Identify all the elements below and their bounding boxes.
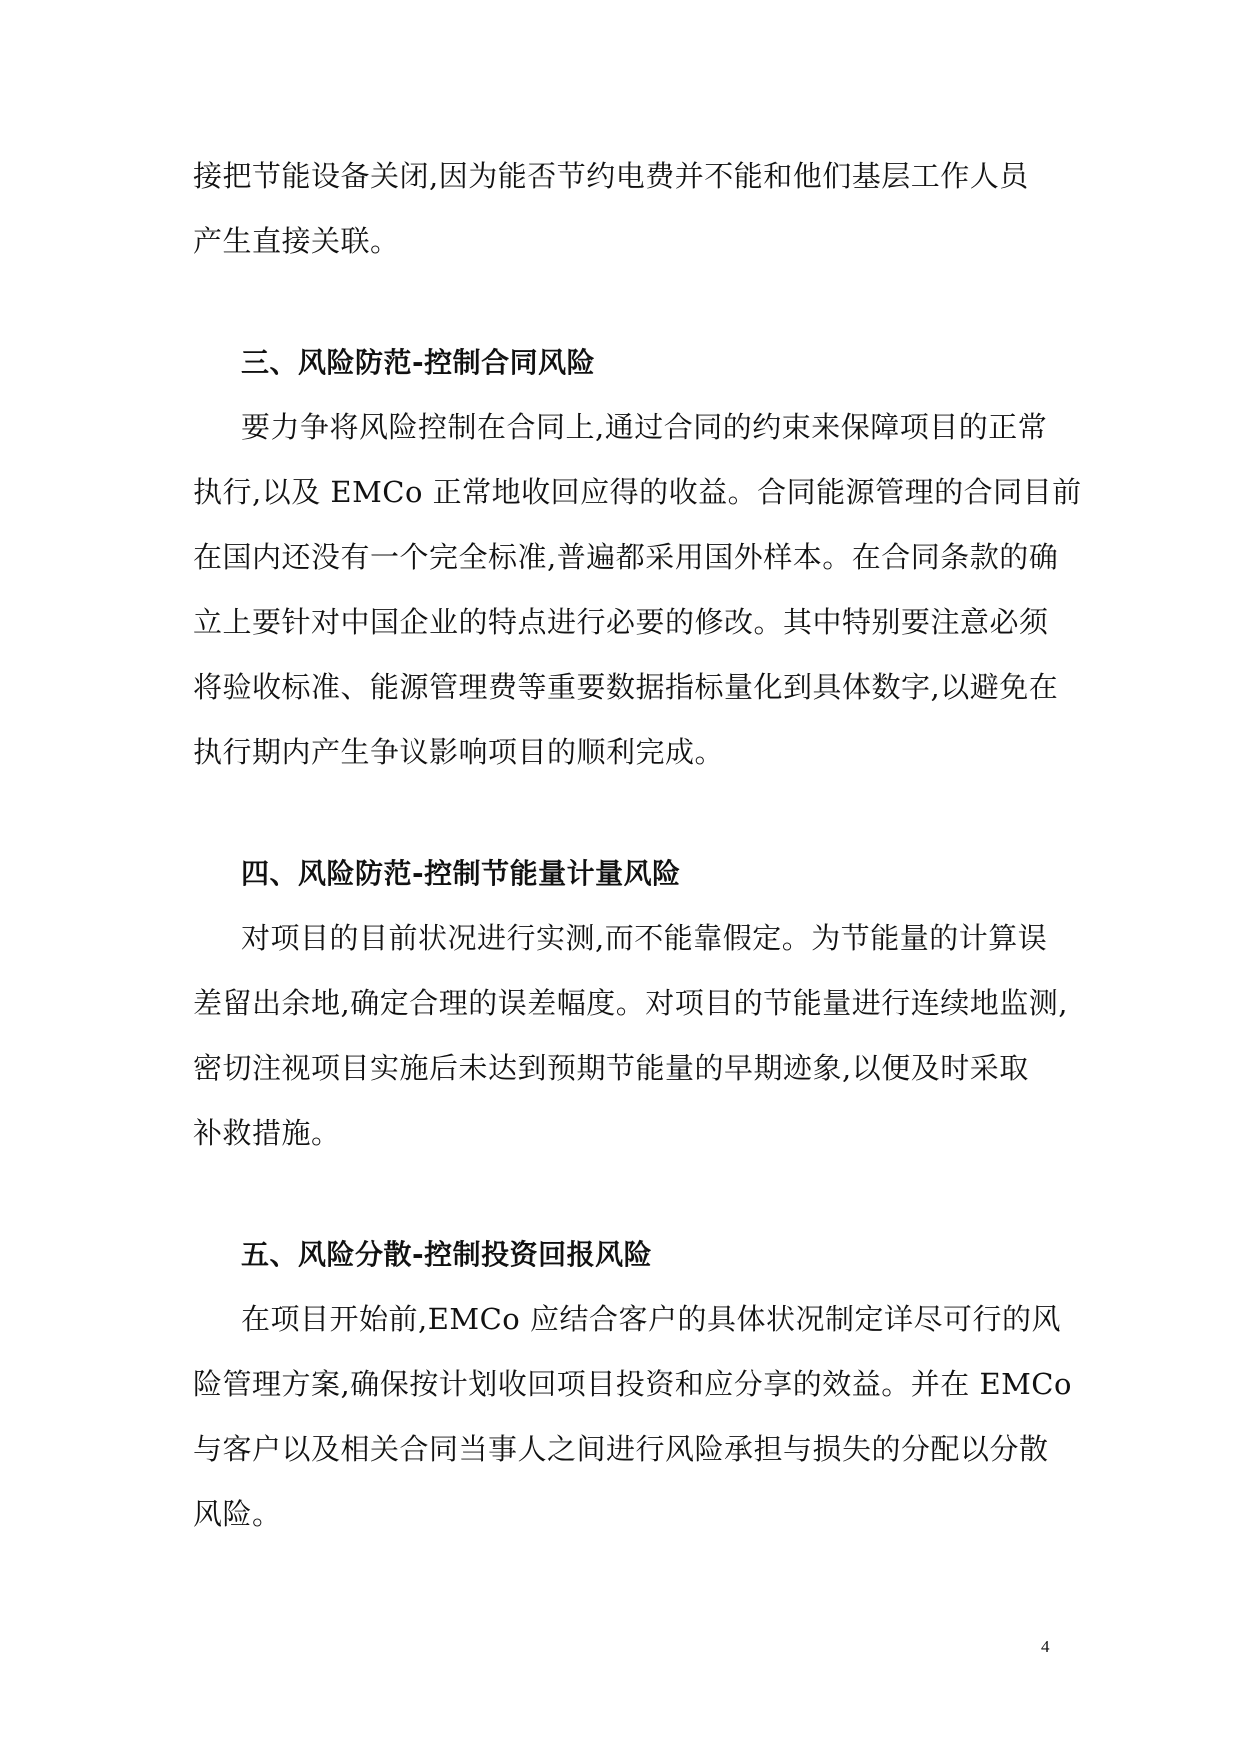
section-heading: 三、风险防范-控制合同风险 — [241, 346, 596, 379]
paragraph-line: 将验收标准、能源管理费等重要数据指标量化到具体数字,以避免在 — [193, 670, 1059, 704]
paragraph-line: 在项目开始前,EMCo 应结合客户的具体状况制定详尽可行的风 — [241, 1302, 1061, 1336]
paragraph-line: 在国内还没有一个完全标准,普遍都采用国外样本。在合同条款的确 — [193, 540, 1059, 574]
paragraph-line: 立上要针对中国企业的特点进行必要的修改。其中特别要注意必须 — [193, 605, 1049, 639]
paragraph-line: 差留出余地,确定合理的误差幅度。对项目的节能量进行连续地监测, — [193, 986, 1068, 1020]
paragraph-line: 密切注视项目实施后未达到预期节能量的早期迹象,以便及时采取 — [193, 1051, 1029, 1085]
paragraph-line: 执行,以及 EMCo 正常地收回应得的收益。合同能源管理的合同目前 — [193, 475, 1082, 509]
paragraph-line: 与客户以及相关合同当事人之间进行风险承担与损失的分配以分散 — [193, 1432, 1049, 1466]
paragraph-line: 补救措施。 — [193, 1116, 341, 1150]
paragraph-line: 对项目的目前状况进行实测,而不能靠假定。为节能量的计算误 — [241, 921, 1048, 955]
paragraph-line: 险管理方案,确保按计划收回项目投资和应分享的效益。并在 EMCo — [193, 1367, 1072, 1401]
page-number: 4 — [1041, 1637, 1050, 1656]
paragraph-line: 执行期内产生争议影响项目的顺利完成。 — [193, 735, 725, 769]
paragraph-line: 接把节能设备关闭,因为能否节约电费并不能和他们基层工作人员 — [193, 159, 1029, 193]
document-body — [193, 155, 1082, 1558]
section-heading: 五、风险分散-控制投资回报风险 — [241, 1238, 653, 1271]
paragraph-line: 要力争将风险控制在合同上,通过合同的约束来保障项目的正常 — [241, 410, 1048, 444]
paragraph-line: 产生直接关联。 — [193, 224, 400, 258]
paragraph-line: 风险。 — [193, 1497, 282, 1531]
section-heading: 四、风险防范-控制节能量计量风险 — [241, 857, 681, 890]
